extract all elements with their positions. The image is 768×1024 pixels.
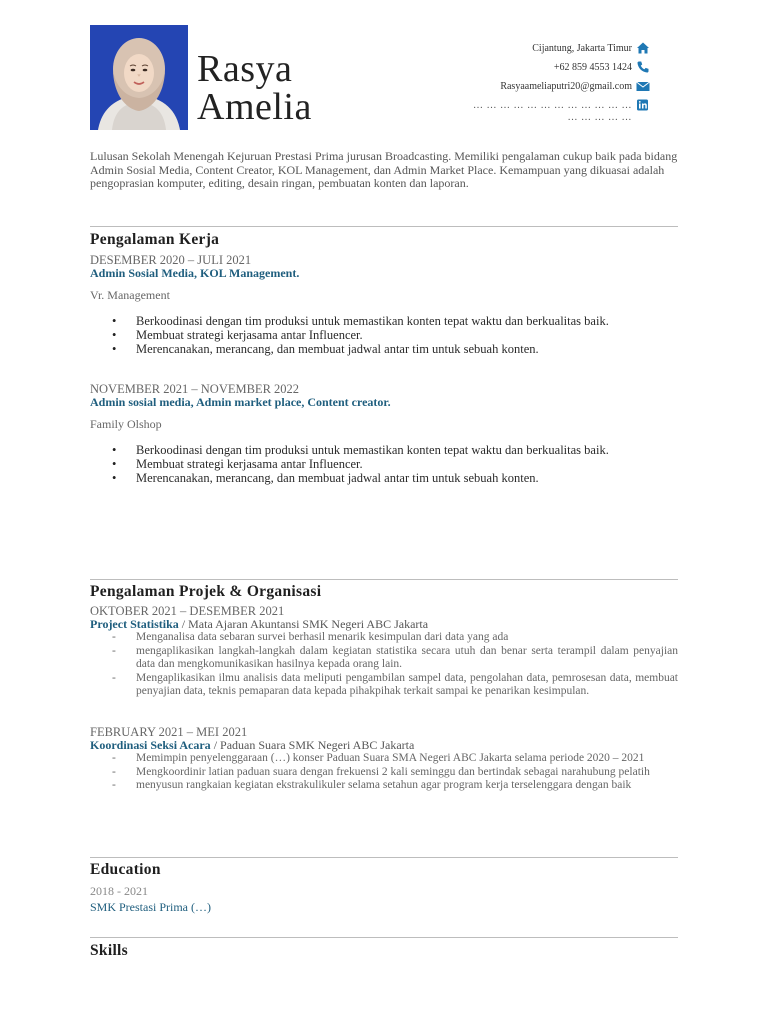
work-company: Vr. Management bbox=[90, 288, 170, 302]
contact-info bbox=[473, 43, 632, 124]
work-item-2 bbox=[90, 382, 678, 485]
section-divider bbox=[90, 579, 678, 580]
first-name: Rasya bbox=[197, 48, 293, 90]
work-role: Admin Sosial Media, KOL Management. bbox=[90, 266, 300, 280]
work-item-1 bbox=[90, 253, 678, 356]
education-school: SMK Prestasi Prima (…) bbox=[90, 900, 211, 914]
contact-icons bbox=[636, 41, 650, 117]
section-divider bbox=[90, 937, 678, 938]
linkedin-placeholder-line1: … … … … … … … … … … … … bbox=[473, 100, 632, 111]
contact-email[interactable]: Rasyaameliaputri20@gmail.com bbox=[500, 81, 632, 92]
mail-icon bbox=[636, 79, 650, 98]
project-org: Mata Ajaran Akuntansi SMK Negeri ABC Jakarta bbox=[188, 617, 429, 631]
section-divider bbox=[90, 857, 678, 858]
list-item: - Menganalisa data sebaran survei berhasil menarik kesimpulan dari data yang ada bbox=[136, 631, 678, 645]
education-item bbox=[90, 884, 678, 914]
section-title-education: Education bbox=[90, 861, 161, 878]
project-separator: / bbox=[178, 617, 189, 631]
project-role: Project Statistika bbox=[90, 617, 179, 631]
list-item: • Membuat strategi kerjasama antar Influencer. bbox=[136, 328, 678, 342]
contact-phone: +62 859 4553 1424 bbox=[553, 62, 632, 73]
home-icon bbox=[636, 41, 650, 60]
list-item: • Berkoodinasi dengan tim produksi untuk memastikan konten tepat waktu dan berkualitas baik. bbox=[136, 314, 678, 328]
project-org: Paduan Suara SMK Negeri ABC Jakarta bbox=[220, 738, 415, 752]
project-date: OKTOBER 2021 – DESEMBER 2021 bbox=[90, 604, 285, 618]
section-divider bbox=[90, 226, 678, 227]
project-bullets bbox=[90, 752, 678, 793]
profile-photo bbox=[90, 25, 188, 130]
section-title-projects: Pengalaman Projek & Organisasi bbox=[90, 583, 322, 600]
list-item: • Merencanakan, merancang, dan membuat jadwal antar tim untuk sebuah konten. bbox=[136, 342, 678, 356]
candidate-name bbox=[197, 50, 312, 126]
section-title-skills: Skills bbox=[90, 942, 128, 959]
project-heading bbox=[90, 739, 678, 752]
work-date: DESEMBER 2020 – JULI 2021 bbox=[90, 253, 252, 267]
education-date: 2018 - 2021 bbox=[90, 884, 148, 898]
work-date: NOVEMBER 2021 – NOVEMBER 2022 bbox=[90, 382, 300, 396]
work-bullets bbox=[90, 314, 678, 356]
list-item: - menyusun rangkaian kegiatan ekstrakulikuler selama setahun agar program kerja terselenggara dengan baik bbox=[136, 779, 678, 793]
profile-summary: Lulusan Sekolah Menengah Kejuruan Prestasi Prima jurusan Broadcasting. Memiliki pengalaman cukup baik pada bidang Admin Sosial Media, Content Creator, KOL Management, dan Admin Market Place. Kemampuan yang dikuasai adalah pengoprasian komputer, editing, desain ringan, pembuatan konten dan laporan. bbox=[90, 149, 678, 190]
work-bullets bbox=[90, 443, 678, 485]
work-role: Admin sosial media, Admin market place, Content creator. bbox=[90, 395, 391, 409]
project-bullets bbox=[90, 631, 678, 699]
linkedin-placeholder-line2: … … … … … bbox=[567, 112, 632, 123]
list-item: - Mengaplikasikan ilmu analisis data meliputi pengambilan sampel data, pengolahan data, pemrosesan data, membuat penyajian data, teknis pemaparan data kepada pihakpihak terkait sampai ke penarikan kesimpulan. bbox=[136, 672, 678, 699]
list-item: • Membuat strategi kerjasama antar Influencer. bbox=[136, 457, 678, 471]
contact-linkedin[interactable] bbox=[473, 100, 632, 124]
project-item-1 bbox=[90, 604, 678, 699]
last-name: Amelia bbox=[197, 86, 312, 128]
phone-icon bbox=[636, 60, 650, 79]
list-item: - Mengkoordinir latian paduan suara dengan frekuensi 2 kali seminggu dan bertindak sebagai narahubung pelatih bbox=[136, 766, 678, 780]
list-item: - mengaplikasikan langkah-langkah dalam kegiatan statistika secara utuh dan benar serta terampil dalam penyajian data dan mengkomunikasikan hasilnya kepada orang lain. bbox=[136, 645, 678, 672]
section-title-work: Pengalaman Kerja bbox=[90, 231, 220, 248]
list-item: - Memimpin penyelenggaraan (…) konser Paduan Suara SMA Negeri ABC Jakarta selama periode 2020 – 2021 bbox=[136, 752, 678, 766]
linkedin-icon bbox=[636, 98, 650, 117]
work-company: Family Olshop bbox=[90, 417, 162, 431]
list-item: • Merencanakan, merancang, dan membuat jadwal antar tim untuk sebuah konten. bbox=[136, 471, 678, 485]
project-heading bbox=[90, 618, 678, 631]
portrait-illustration bbox=[90, 25, 188, 130]
project-role: Koordinasi Seksi Acara bbox=[90, 738, 211, 752]
project-date: FEBRUARY 2021 – MEI 2021 bbox=[90, 725, 248, 739]
project-separator: / bbox=[210, 738, 221, 752]
project-item-2 bbox=[90, 725, 678, 793]
contact-address: Cijantung, Jakarta Timur bbox=[532, 43, 632, 54]
list-item: • Berkoodinasi dengan tim produksi untuk memastikan konten tepat waktu dan berkualitas baik. bbox=[136, 443, 678, 457]
